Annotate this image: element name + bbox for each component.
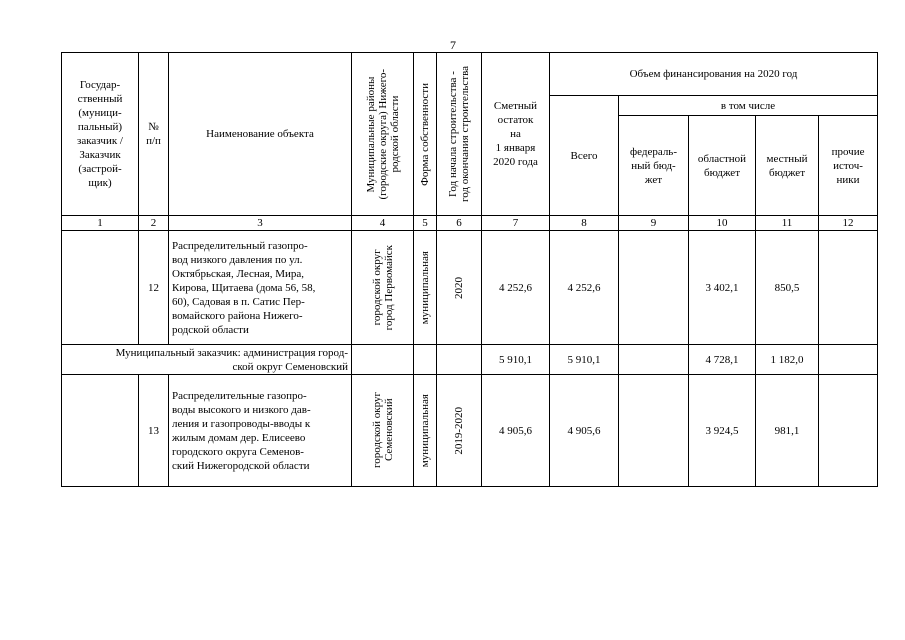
header-ownership: Форма собственности [414, 53, 437, 216]
cell-other [819, 375, 878, 487]
table-row [62, 231, 878, 345]
table-row [62, 345, 878, 375]
cell-district [352, 345, 414, 375]
cell-total: 4 905,6 [550, 375, 619, 487]
cell-years: 2019-2020 [437, 375, 482, 487]
col-number: 1 [62, 216, 139, 231]
header-funding: Объем финансирования на 2020 год [550, 53, 878, 96]
header-including: в том числе [619, 96, 878, 116]
header-number: № п/п [139, 53, 169, 216]
cell-district: городской округ город Первомайск [352, 231, 414, 345]
cell-regional: 3 924,5 [689, 375, 756, 487]
cell-number: 13 [139, 375, 169, 487]
header-total: Всего [550, 96, 619, 216]
cell-object-name: Распределительный газопро- вод низкого давления по ул. Октябрьская, Лесная, Мира, Кирова, Щитаева (дома 56, 58, 60), Садовая в п. Сатис Пер- вомайского района Нижего- родской области [169, 231, 352, 345]
cell-federal [619, 345, 689, 375]
cell-total: 5 910,1 [550, 345, 619, 375]
cell-federal [619, 375, 689, 487]
col-number: 8 [550, 216, 619, 231]
cell-local: 1 182,0 [756, 345, 819, 375]
header-other: прочие источ- ники [819, 116, 878, 216]
cell-local: 981,1 [756, 375, 819, 487]
cell-object-name: Распределительные газопро- воды высокого и низкого дав- ления и газопроводы-вводы к жилым домам дер. Елисеево городского округа Семенов- ский Нижегородской области [169, 375, 352, 487]
cell-ownership [414, 345, 437, 375]
cell-number: 12 [139, 231, 169, 345]
header-regional: областной бюджет [689, 116, 756, 216]
cell-customer [62, 375, 139, 487]
cell-regional: 4 728,1 [689, 345, 756, 375]
page-number: 7 [450, 38, 456, 52]
col-number: 9 [619, 216, 689, 231]
col-number: 6 [437, 216, 482, 231]
cell-years [437, 345, 482, 375]
col-number: 4 [352, 216, 414, 231]
header-federal: федераль- ный бюд- жет [619, 116, 689, 216]
header-districts: Муниципальные районы (городские округа) Нижего- родской области [352, 53, 414, 216]
cell-regional: 3 402,1 [689, 231, 756, 345]
cell-customer-subheading: Муниципальный заказчик: администрация город- ской округ Семеновский [62, 345, 352, 375]
col-number: 3 [169, 216, 352, 231]
header-object-name: Наименование объекта [169, 53, 352, 216]
col-number: 12 [819, 216, 878, 231]
cell-local: 850,5 [756, 231, 819, 345]
col-number: 5 [414, 216, 437, 231]
cell-district: городской округ Семеновский [352, 375, 414, 487]
cell-ownership: муниципальная [414, 375, 437, 487]
cell-customer [62, 231, 139, 345]
table-row [62, 375, 878, 487]
col-number: 11 [756, 216, 819, 231]
cell-estimate: 4 905,6 [482, 375, 550, 487]
cell-total: 4 252,6 [550, 231, 619, 345]
cell-federal [619, 231, 689, 345]
col-number: 2 [139, 216, 169, 231]
col-number: 10 [689, 216, 756, 231]
col-number: 7 [482, 216, 550, 231]
header-estimate: Сметный остаток на 1 января 2020 года [482, 53, 550, 216]
cell-estimate: 5 910,1 [482, 345, 550, 375]
cell-estimate: 4 252,6 [482, 231, 550, 345]
cell-ownership: муниципальная [414, 231, 437, 345]
cell-other [819, 345, 878, 375]
financing-table [61, 52, 878, 487]
column-numbers-row [62, 216, 878, 231]
header-years: Год начала строительства - год окончания строительства [437, 53, 482, 216]
cell-other [819, 231, 878, 345]
header-local: местный бюджет [756, 116, 819, 216]
header-customer: Государ- ственный (муници- пальный) заказчик / Заказчик (застрой- щик) [62, 53, 139, 216]
cell-years: 2020 [437, 231, 482, 345]
